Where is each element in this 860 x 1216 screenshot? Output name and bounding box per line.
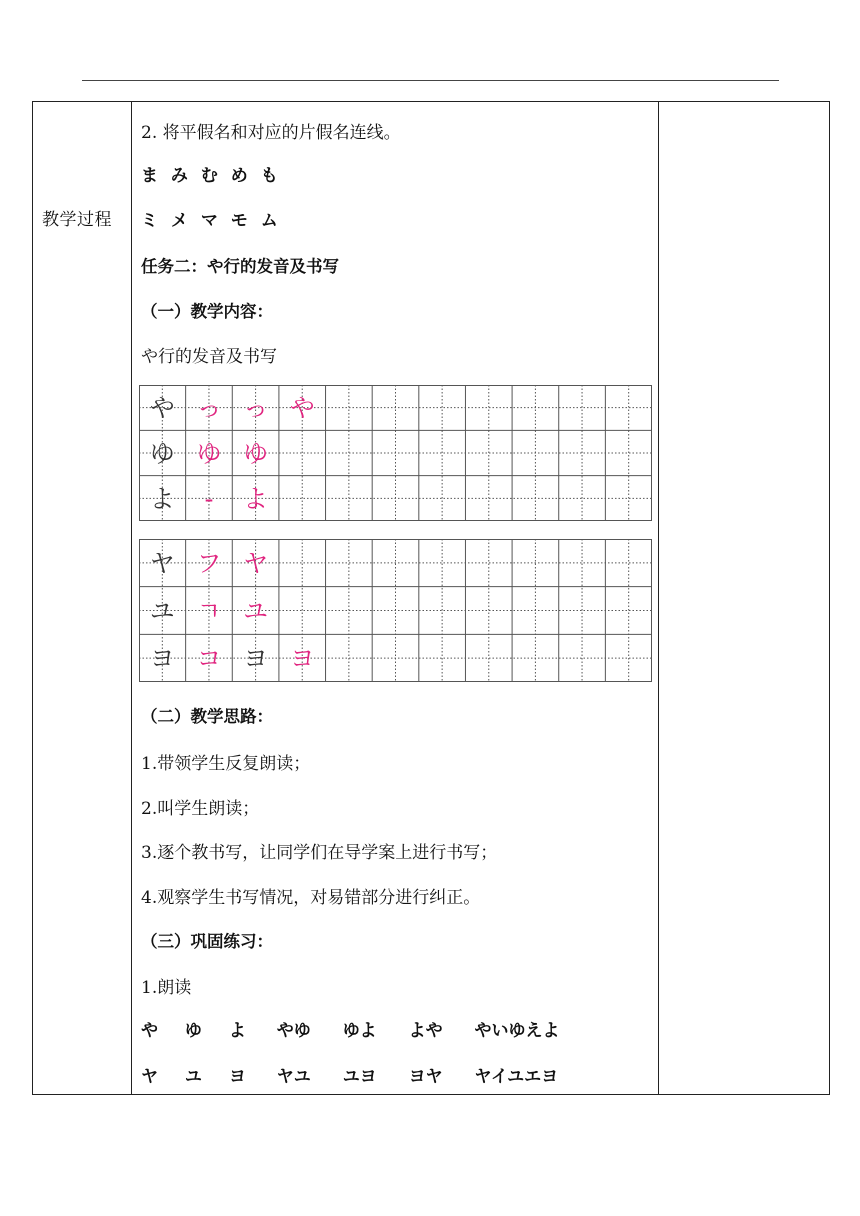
grid-character: - — [204, 484, 214, 514]
header-rule — [82, 80, 779, 81]
kana: み — [170, 166, 188, 186]
thinking-step: 3.逐个教书写，让同学们在导学案上进行书写； — [141, 843, 498, 863]
reading-word: ゆよ — [342, 1021, 377, 1041]
grid-character: ユ — [149, 596, 175, 626]
grid-character: っ — [243, 393, 269, 423]
kana: ま — [141, 166, 158, 186]
grid-character: や — [289, 393, 315, 423]
kana: ム — [260, 211, 278, 231]
reading-word: や — [141, 1021, 158, 1041]
practice-item: 1.朗读 — [141, 978, 192, 998]
katakana-match-row — [141, 206, 285, 231]
grid-character: ユ — [243, 596, 269, 626]
grid-character: フ — [196, 548, 222, 578]
kana: め — [230, 166, 248, 186]
table-divider-right — [658, 101, 659, 1095]
grid-character: や — [149, 393, 175, 423]
kana: マ — [200, 211, 218, 231]
reading-word: よや — [408, 1021, 443, 1041]
grid-character: コ — [196, 644, 222, 674]
content-text: や行的发音及书写 — [141, 347, 277, 367]
reading-word: やゆ — [276, 1021, 311, 1041]
grid-character: ゆ — [149, 439, 175, 468]
reading-word: ヤユ — [276, 1067, 311, 1087]
grid-character: ㄱ — [196, 596, 222, 626]
grid-character: ゆ — [196, 439, 222, 468]
reading-word: ユ — [184, 1067, 202, 1087]
katakana-writing-grid — [139, 539, 652, 682]
reading-word: ヤ — [141, 1067, 158, 1087]
grid-character: ヤ — [149, 548, 175, 578]
reading-word: ゆ — [184, 1021, 202, 1041]
grid-character: よ — [243, 484, 269, 514]
grid-character: ヨ — [289, 644, 315, 674]
thinking-step: 4.观察学生书写情况，对易错部分进行纠正。 — [141, 888, 481, 908]
kana: メ — [170, 211, 188, 231]
reading-word: ユヨ — [342, 1067, 377, 1087]
reading-word: ヨヤ — [408, 1067, 443, 1087]
practice-heading: （三）巩固练习： — [141, 932, 273, 951]
grid-character: よ — [149, 484, 175, 514]
section-label: 教学过程 — [42, 210, 112, 230]
thinking-heading: （二）教学思路： — [141, 707, 273, 726]
table-divider-left — [131, 101, 132, 1095]
kana: ミ — [141, 211, 158, 231]
thinking-step: 2.叫学生朗读； — [141, 799, 260, 819]
grid-character: ヤ — [243, 548, 269, 578]
hiragana-reading-line — [141, 1016, 560, 1041]
hiragana-writing-grid — [139, 385, 652, 521]
reading-word: やいゆえよ — [474, 1021, 560, 1041]
reading-word: ヤイユエヨ — [474, 1067, 559, 1087]
grid-character: ヨ — [243, 644, 269, 674]
hiragana-match-row — [141, 161, 285, 186]
task-title: 任务二：や行的发音及书写 — [141, 257, 339, 276]
kana: む — [200, 166, 218, 186]
thinking-step: 1.带领学生反复朗读； — [141, 754, 311, 774]
exercise-prompt: 2. 将平假名和对应的片假名连线。 — [141, 123, 401, 143]
kana: モ — [230, 211, 248, 231]
reading-word: ヨ — [228, 1067, 246, 1087]
katakana-reading-line — [141, 1062, 558, 1087]
content-heading: （一）教学内容： — [141, 302, 273, 321]
kana: も — [260, 166, 278, 186]
grid-character: ヨ — [149, 644, 175, 674]
reading-word: よ — [228, 1021, 246, 1041]
grid-character: ゆ — [243, 439, 269, 468]
grid-character: っ — [196, 393, 222, 423]
